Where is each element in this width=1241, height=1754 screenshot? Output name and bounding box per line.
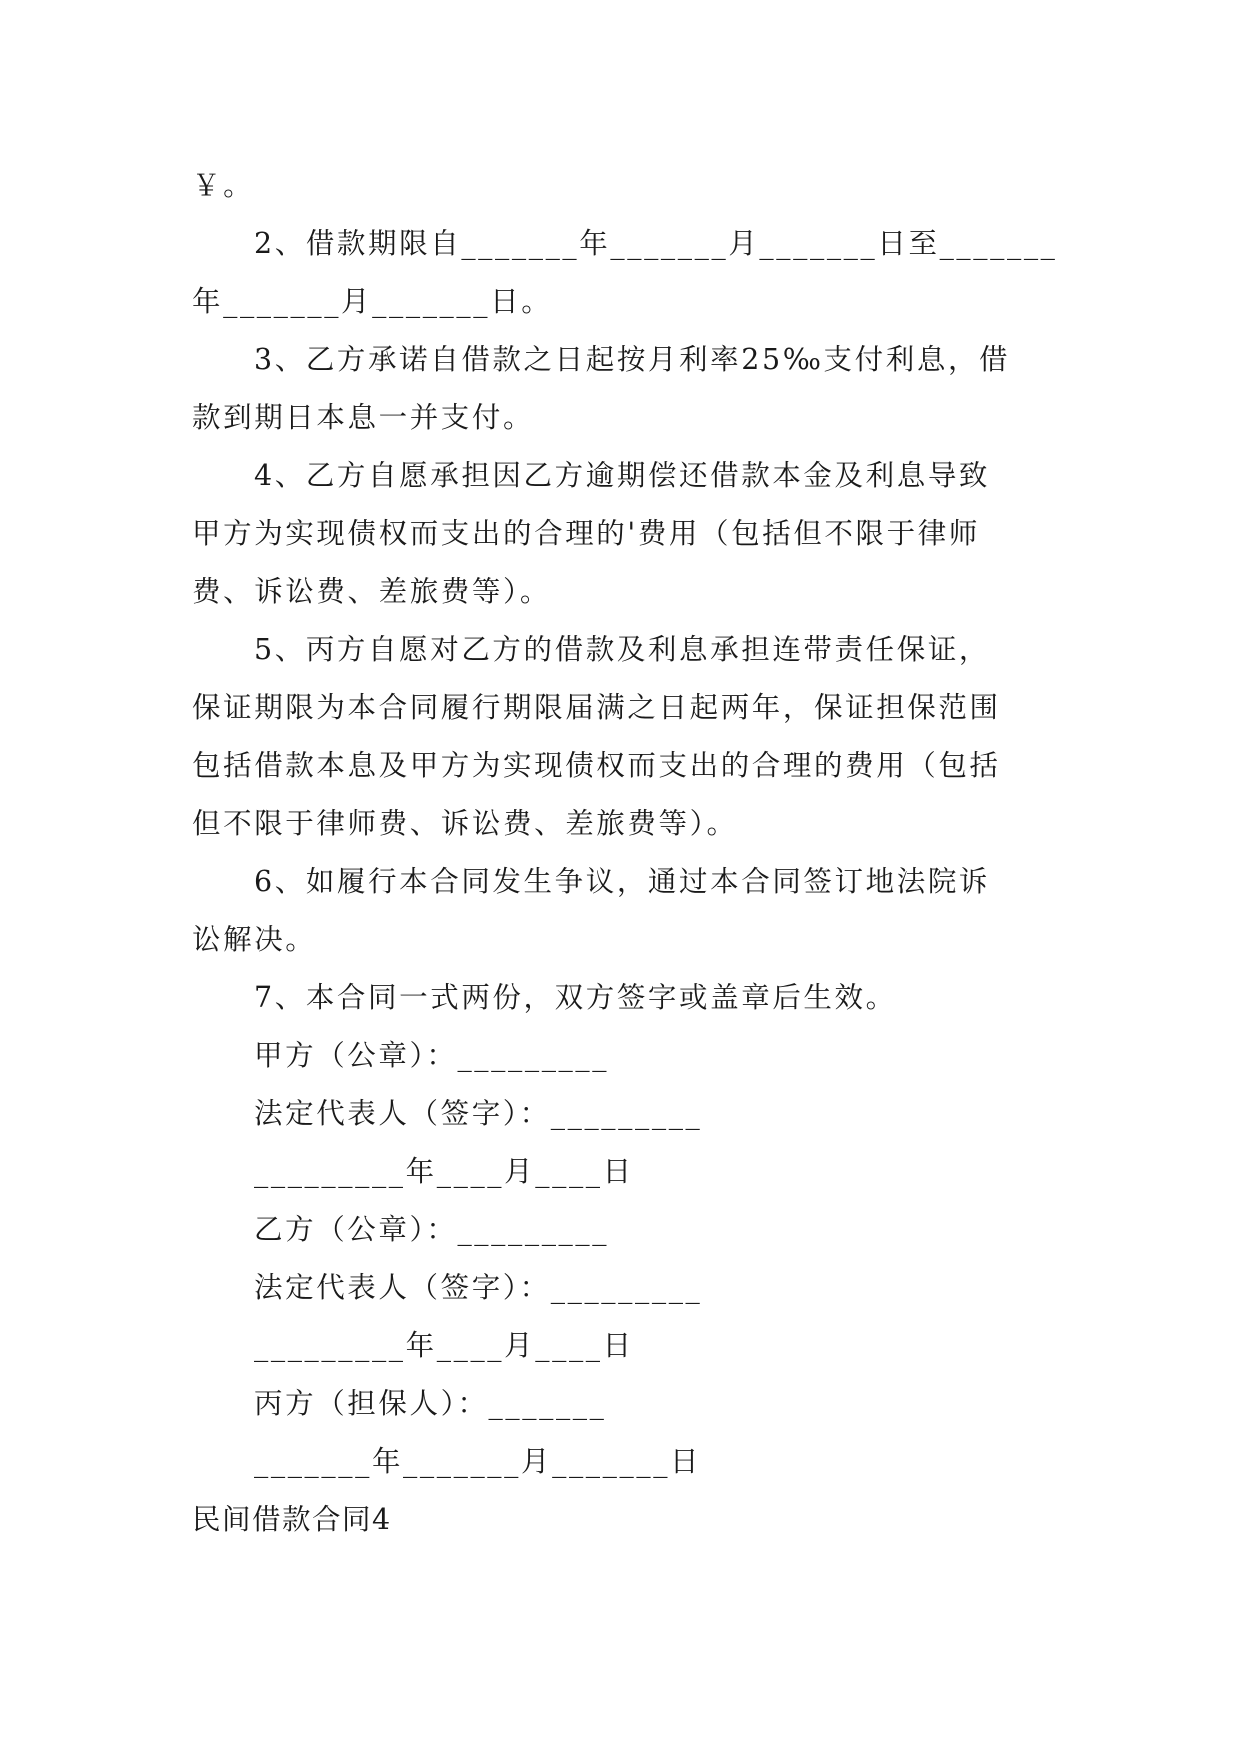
clause-7-line: 7、本合同一式两份，双方签字或盖章后生效。 [254,981,897,1014]
clause-2-line-1: 2、借款期限自_______年_______月_______日至_______ [254,227,1058,260]
party-a-seal-line: 甲方（公章）：_________ [254,1039,610,1072]
party-c-guarantor-line: 丙方（担保人）：_______ [254,1387,607,1420]
clause-3-line-2: 款到期日本息一并支付。 [192,401,535,434]
clause-6-line-1: 6、如履行本合同发生争议，通过本合同签订地法院诉 [254,865,991,898]
clause-4-line-3: 费、诉讼费、差旅费等）。 [192,575,551,608]
clause-5-line-3: 包括借款本息及甲方为实现债权而支出的合理的费用（包括 [192,749,1001,782]
section-title: 民间借款合同4 [192,1503,392,1536]
clause-5-line-1: 5、丙方自愿对乙方的借款及利息承担连带责任保证， [254,633,991,666]
clause-2-line-2: 年_______月_______日。 [192,285,553,318]
party-b-date-line: _________年____月____日 [254,1329,634,1362]
clause-5-line-4: 但不限于律师费、诉讼费、差旅费等）。 [192,807,738,840]
clause-3-line-1: 3、乙方承诺自借款之日起按月利率25‰支付利息，借 [254,343,1011,376]
party-a-date-line: _________年____月____日 [254,1155,634,1188]
clause-4-line-2: 甲方为实现债权而支出的合理的'费用（包括但不限于律师 [192,517,980,550]
clause-6-line-2: 讼解决。 [192,923,317,956]
party-b-seal-line: 乙方（公章）：_________ [254,1213,610,1246]
party-a-representative-line: 法定代表人（签字）：_________ [254,1097,703,1130]
currency-line: ￥。 [192,169,255,202]
party-b-representative-line: 法定代表人（签字）：_________ [254,1271,703,1304]
clause-4-line-1: 4、乙方自愿承担因乙方逾期偿还借款本金及利息导致 [254,459,991,492]
clause-5-line-2: 保证期限为本合同履行期限届满之日起两年，保证担保范围 [192,691,1001,724]
party-c-date-line: _______年_______月_______日 [254,1445,702,1478]
